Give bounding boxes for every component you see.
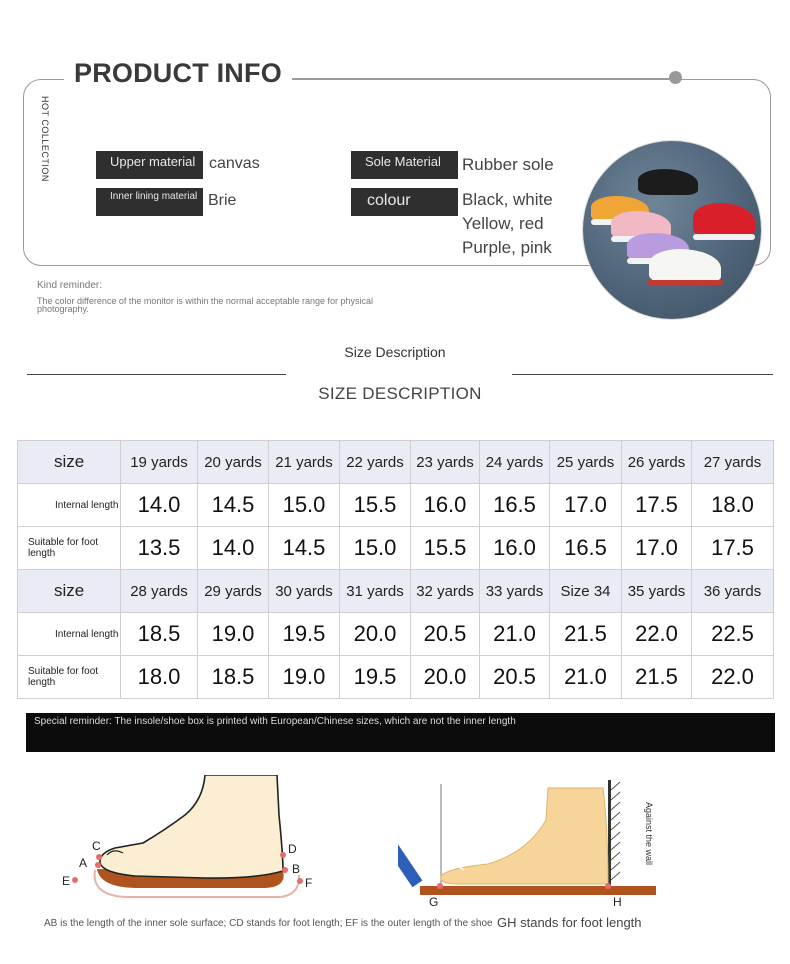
size-cell: 35 yards: [622, 570, 692, 613]
sole-material-label: Sole Material: [351, 151, 458, 179]
shoe-sole: [693, 234, 755, 240]
internal-length-label: Internal length: [18, 484, 121, 527]
special-reminder-banner: Special reminder: The insole/shoe box is printed with European/Chinese sizes, which are not the inner length: [26, 713, 775, 752]
title-rule: [287, 78, 675, 79]
size-description-title-small: Size Description: [344, 344, 446, 360]
table-row: [18, 656, 774, 699]
internal-length-cell: 14.0: [121, 484, 198, 527]
internal-length-label: Internal length: [18, 613, 121, 656]
hot-collection-label: HOT COLLECTION: [40, 96, 50, 182]
floor: [420, 886, 656, 895]
size-cell: 27 yards: [692, 441, 774, 484]
size-cell: 23 yards: [411, 441, 480, 484]
foot-length-cell: 17.0: [622, 527, 692, 570]
label-d: D: [288, 842, 297, 856]
internal-length-cell: 19.0: [198, 613, 269, 656]
shoe-red: [693, 203, 755, 237]
internal-length-cell: 19.5: [269, 613, 340, 656]
size-cell: 22 yards: [340, 441, 411, 484]
foot-against-wall-diagram: [398, 780, 660, 910]
kind-reminder-text: The color difference of the monitor is within the normal acceptable range for physical photography.: [37, 296, 374, 314]
internal-length-cell: 20.5: [411, 613, 480, 656]
size-description-rule-right: [512, 374, 773, 375]
label-f: F: [305, 876, 313, 890]
internal-length-cell: 18.0: [692, 484, 774, 527]
wall: [608, 780, 611, 888]
inner-lining-label: Inner lining material: [96, 188, 203, 216]
size-description-rule-left: [27, 374, 286, 375]
foot-length-cell: 13.5: [121, 527, 198, 570]
internal-length-cell: 22.5: [692, 613, 774, 656]
size-cell: Size 34: [550, 570, 622, 613]
size-cell: 30 yards: [269, 570, 340, 613]
foot-length-label: Suitable for foot length: [18, 527, 121, 570]
table-row: [18, 441, 774, 484]
inner-lining-value: Brie: [208, 192, 237, 209]
colour-values: [462, 188, 553, 260]
foot-shape: [100, 775, 283, 878]
sole-material-value: Rubber sole: [462, 155, 554, 174]
point-h: [605, 883, 611, 889]
size-description-title: SIZE DESCRIPTION: [318, 384, 482, 403]
foot-length-cell: 19.5: [340, 656, 411, 699]
size-cell: 28 yards: [121, 570, 198, 613]
size-cell: 36 yards: [692, 570, 774, 613]
point-b: [282, 867, 288, 873]
foot-on-insole-diagram: [55, 775, 325, 915]
table-row: [18, 570, 774, 613]
internal-length-cell: 15.5: [340, 484, 411, 527]
internal-length-cell: 17.5: [622, 484, 692, 527]
measuring-pen: [398, 841, 422, 888]
point-c: [96, 854, 102, 860]
size-cell: 29 yards: [198, 570, 269, 613]
size-cell: 31 yards: [340, 570, 411, 613]
internal-length-cell: 22.0: [622, 613, 692, 656]
size-row-label: size: [18, 570, 121, 613]
size-cell: 21 yards: [269, 441, 340, 484]
label-g: G: [429, 895, 439, 909]
foot-length-cell: 20.0: [411, 656, 480, 699]
size-cell: 19 yards: [121, 441, 198, 484]
internal-length-cell: 15.0: [269, 484, 340, 527]
point-e: [72, 877, 78, 883]
right-diagram-caption: GH stands for foot length: [497, 915, 642, 930]
foot-length-cell: 17.5: [692, 527, 774, 570]
upper-material-value: canvas: [209, 155, 260, 172]
point-g: [437, 883, 443, 889]
wall-hatching: [611, 782, 620, 880]
product-info-title: PRODUCT INFO: [64, 58, 292, 89]
internal-length-cell: 14.5: [198, 484, 269, 527]
colour-line: Black, white: [462, 190, 553, 209]
point-f: [297, 878, 303, 884]
wall-label: Against the wall: [644, 802, 654, 866]
label-h: H: [613, 895, 622, 909]
foot-length-cell: 21.5: [622, 656, 692, 699]
product-photo: [583, 141, 761, 319]
foot-length-cell: 21.0: [550, 656, 622, 699]
label-c: C: [92, 839, 101, 853]
shoe-sole-red-stripe: [647, 280, 723, 285]
internal-length-cell: 20.0: [340, 613, 411, 656]
left-diagram-caption: AB is the length of the inner sole surface; CD stands for foot length; EF is the outer length of the shoe: [44, 918, 493, 929]
foot-length-cell: 14.0: [198, 527, 269, 570]
size-cell: 32 yards: [411, 570, 480, 613]
kind-reminder-title: Kind reminder:: [37, 280, 103, 291]
size-cell: 33 yards: [480, 570, 550, 613]
foot-length-cell: 18.5: [198, 656, 269, 699]
colour-line: Yellow, red: [462, 214, 544, 233]
foot-length-label: Suitable for foot length: [18, 656, 121, 699]
foot-shape: [441, 788, 608, 884]
size-table: [17, 440, 774, 699]
foot-length-cell: 18.0: [121, 656, 198, 699]
label-e: E: [62, 874, 71, 888]
foot-length-cell: 16.5: [550, 527, 622, 570]
label-b: B: [292, 862, 301, 876]
internal-length-cell: 17.0: [550, 484, 622, 527]
title-dot: [669, 71, 682, 84]
foot-length-cell: 16.0: [480, 527, 550, 570]
colour-label: colour: [351, 188, 458, 216]
internal-length-cell: 18.5: [121, 613, 198, 656]
shoe-black: [638, 169, 698, 195]
foot-length-cell: 15.0: [340, 527, 411, 570]
internal-length-cell: 21.5: [550, 613, 622, 656]
size-cell: 25 yards: [550, 441, 622, 484]
size-row-label: size: [18, 441, 121, 484]
point-a: [95, 862, 101, 868]
size-cell: 20 yards: [198, 441, 269, 484]
foot-length-cell: 22.0: [692, 656, 774, 699]
size-cell: 24 yards: [480, 441, 550, 484]
foot-length-cell: 14.5: [269, 527, 340, 570]
colour-line: Purple, pink: [462, 238, 552, 257]
size-cell: 26 yards: [622, 441, 692, 484]
table-row: [18, 613, 774, 656]
internal-length-cell: 16.0: [411, 484, 480, 527]
foot-length-cell: 15.5: [411, 527, 480, 570]
shoe-white: [649, 249, 721, 283]
table-row: [18, 527, 774, 570]
foot-length-cell: 19.0: [269, 656, 340, 699]
table-row: [18, 484, 774, 527]
upper-material-label: Upper material: [96, 151, 203, 179]
label-a: A: [79, 856, 88, 870]
point-d: [280, 852, 286, 858]
internal-length-cell: 16.5: [480, 484, 550, 527]
internal-length-cell: 21.0: [480, 613, 550, 656]
foot-length-cell: 20.5: [480, 656, 550, 699]
